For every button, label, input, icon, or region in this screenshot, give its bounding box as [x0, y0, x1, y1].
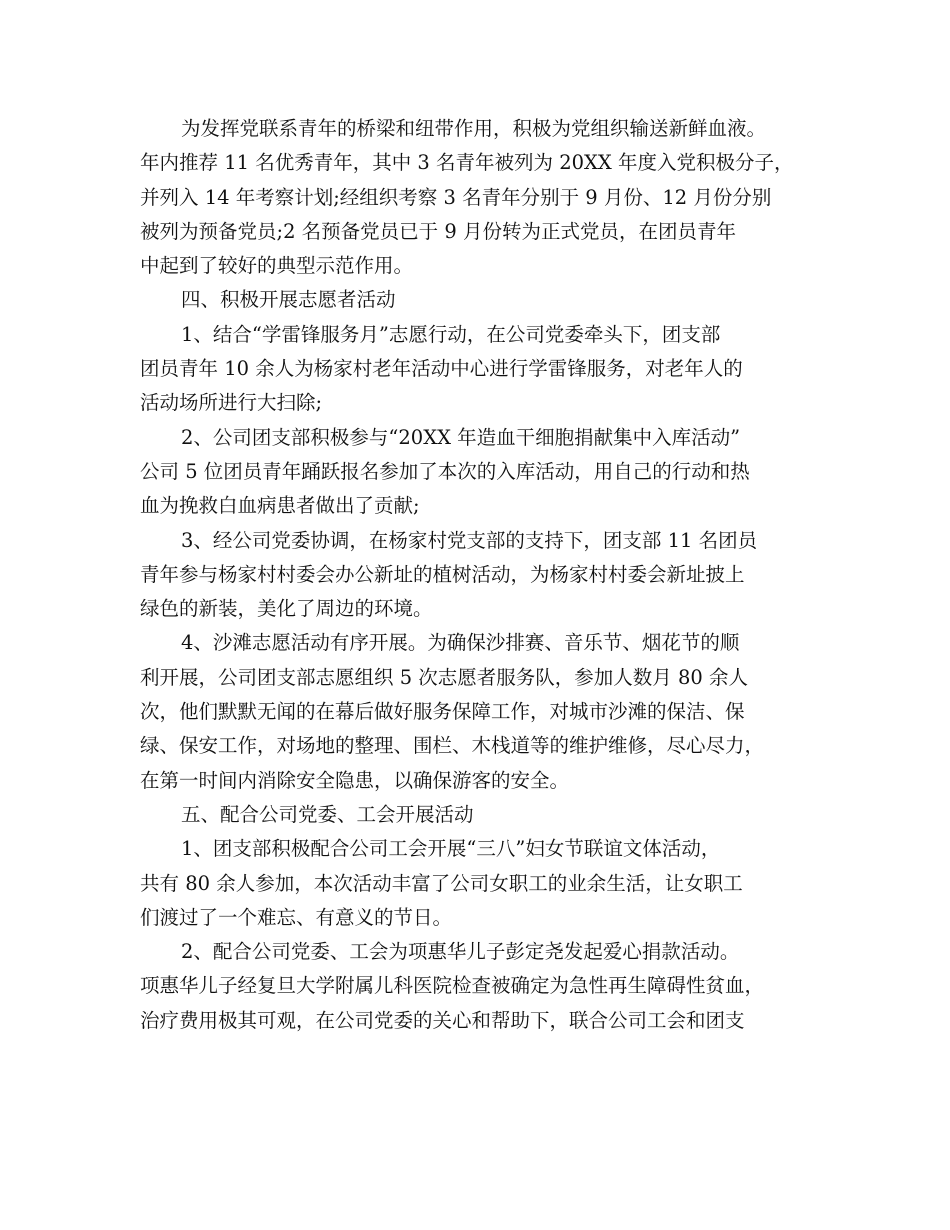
paragraph-line: 1、结合“学雷锋服务月”志愿行动，在公司党委牵头下，团支部 [181, 322, 721, 346]
paragraph-line: 治疗费用极其可观，在公司党委的关心和帮助下，联合公司工会和团支 [140, 1008, 745, 1032]
paragraph-line: 共有 80 余人参加，本次活动丰富了公司女职工的业余生活，让女职工 [140, 871, 743, 895]
paragraph-line: 血为挽救白血病患者做出了贡献; [140, 494, 420, 518]
paragraph-line: 4、沙滩志愿活动有序开展。为确保沙排赛、音乐节、烟花节的顺 [181, 631, 740, 655]
paragraph-line: 利开展，公司团支部志愿组织 5 次志愿者服务队，参加人数月 80 余人 [140, 665, 749, 689]
paragraph-line: 活动场所进行大扫除; [140, 391, 323, 415]
paragraph-line: 项惠华儿子经复旦大学附属儿科医院检查被确定为急性再生障碍性贫血， [140, 974, 765, 998]
paragraph-line: 2、公司团支部积极参与“20XX 年造血干细胞捐献集中入库活动” [181, 425, 741, 449]
document-body [140, 112, 820, 1038]
paragraph-line: 们渡过了一个难忘、有意义的节日。 [140, 905, 453, 929]
paragraph-line: 公司 5 位团员青年踊跃报名参加了本次的入库活动，用自己的行动和热 [140, 459, 750, 483]
paragraph-line: 并列入 14 年考察计划;经组织考察 3 名青年分别于 9 月份、12 月份分别 [140, 185, 772, 209]
paragraph-line: 次，他们默默无闻的在幕后做好服务保障工作，对城市沙滩的保洁、保 [140, 700, 745, 724]
paragraph-line: 3、经公司党委协调，在杨家村党支部的支持下，团支部 11 名团员 [181, 528, 758, 552]
section-heading: 四、积极开展志愿者活动 [181, 288, 396, 312]
section-heading: 五、配合公司党委、工会开展活动 [181, 802, 474, 826]
paragraph-line: 团员青年 10 余人为杨家村老年活动中心进行学雷锋服务，对老年人的 [140, 357, 743, 381]
paragraph-line: 2、配合公司党委、工会为项惠华儿子彭定尧发起爱心捐款活动。 [181, 940, 740, 964]
paragraph-line: 绿、保安工作，对场地的整理、围栏、木栈道等的维护维修，尽心尽力， [140, 734, 765, 758]
paragraph-line: 青年参与杨家村村委会办公新址的植树活动，为杨家村村委会新址披上 [140, 562, 745, 586]
paragraph-line: 被列为预备党员;2 名预备党员已于 9 月份转为正式党员，在团员青年 [140, 219, 736, 243]
paragraph-line: 绿色的新装，美化了周边的环境。 [140, 597, 433, 621]
paragraph-line: 为发挥党联系青年的桥梁和纽带作用，积极为党组织输送新鲜血液。 [181, 117, 767, 140]
paragraph-line: 年内推荐 11 名优秀青年，其中 3 名青年被列为 20XX 年度入党积极分子， [140, 151, 794, 175]
paragraph-line: 中起到了较好的典型示范作用。 [140, 254, 414, 278]
paragraph-line: 在第一时间内消除安全隐患，以确保游客的安全。 [140, 768, 570, 792]
paragraph-line: 1、团支部积极配合公司工会开展“三八”妇女节联谊文体活动， [181, 837, 721, 861]
